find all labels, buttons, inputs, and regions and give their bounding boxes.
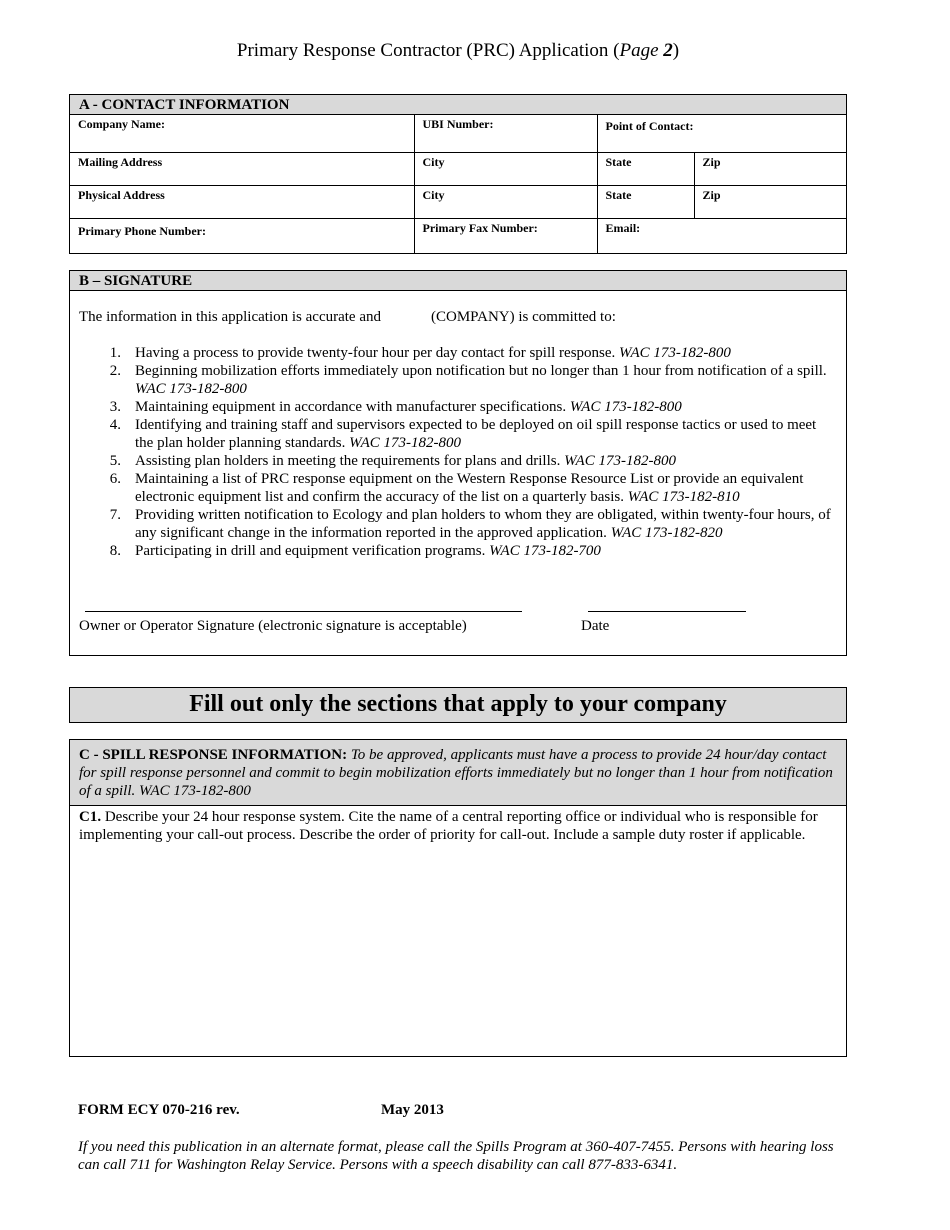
wac-reference: WAC 173-182-800 [135, 381, 247, 397]
commitment-number: 5. [109, 453, 121, 469]
signature-intro: The information in this application is accurate and (COMPANY) is committed to: [79, 309, 616, 325]
mailing-city-field[interactable]: City [414, 152, 597, 185]
commitment-number: 8. [109, 543, 121, 559]
contact-table [70, 115, 846, 254]
page-title: Primary Response Contractor (PRC) Application (Page 2) [236, 40, 680, 61]
primary-fax-field[interactable]: Primary Fax Number: [414, 218, 597, 254]
commitment-text: Providing written notification to Ecology and plan holders to whom they are obligated, within twenty-four hours, of any significant change in the information reported in the approved application. WAC 173-182-820 [135, 507, 831, 541]
commitment-item [70, 398, 846, 416]
email-field[interactable]: Email: [597, 218, 846, 254]
mailing-state-field[interactable]: State [597, 152, 694, 185]
commitment-text: Assisting plan holders in meeting the requirements for plans and drills. WAC 173-182-800 [135, 453, 676, 469]
physical-city-field[interactable]: City [414, 185, 597, 218]
signature-line[interactable] [85, 611, 522, 612]
company-name-field[interactable]: Company Name: [70, 115, 414, 152]
commitment-number: 7. [109, 507, 121, 523]
wac-reference: WAC 173-182-800 [564, 453, 676, 469]
wac-reference: WAC 173-182-800 [569, 399, 682, 415]
commitment-item [70, 362, 846, 398]
signature-section [69, 270, 847, 656]
commitment-number: 4. [109, 417, 121, 433]
commitment-number: 1. [109, 345, 121, 361]
section-a-heading: A - CONTACT INFORMATION [70, 95, 846, 115]
ubi-number-field[interactable]: UBI Number: [414, 115, 597, 152]
accessibility-note: If you need this publication in an alternate format, please call the Spills Program at 360-407-7455. Persons with hearing loss can call 711 for Washington Relay Service. Persons with a speech disability can call 877-833-6341. [78, 1139, 834, 1173]
commitment-item [70, 452, 846, 470]
signature-label: Owner or Operator Signature (electronic signature is acceptable) [79, 618, 467, 634]
commitment-text: Participating in drill and equipment verification programs. WAC 173-182-700 [135, 543, 601, 559]
commitment-text: Maintaining equipment in accordance with manufacturer specifications. WAC 173-182-800 [135, 399, 682, 415]
commitment-number: 3. [109, 399, 121, 415]
spill-response-section [69, 739, 847, 1057]
c1-question[interactable]: C1. Describe your 24 hour response system. Cite the name of a central reporting office or individual who is responsible for implementing your call-out process. Describe the order of priority for call-out. Include a sample duty roster if applicable. [79, 809, 818, 843]
physical-address-field[interactable]: Physical Address [70, 185, 414, 218]
wac-reference: WAC 173-182-810 [627, 489, 740, 505]
physical-state-field[interactable]: State [597, 185, 694, 218]
commitment-list [70, 344, 846, 560]
commitment-text: Identifying and training staff and supervisors expected to be deployed on oil spill response tactics or used to meet the plan holder planning standards. WAC 173-182-800 [135, 417, 817, 451]
commitment-number: 2. [109, 363, 121, 379]
date-line[interactable] [588, 611, 746, 612]
instructions-banner: Fill out only the sections that apply to your company [69, 687, 847, 723]
commitment-item [70, 344, 846, 362]
wac-reference: WAC 173-182-800 [619, 345, 731, 361]
wac-reference: WAC 173-182-700 [489, 543, 601, 559]
commitment-item [70, 470, 846, 506]
wac-reference: WAC 173-182-800 [349, 435, 461, 451]
commitment-item [70, 506, 846, 542]
form-date: May 2013 [381, 1102, 444, 1118]
form-number: FORM ECY 070-216 rev. [78, 1102, 240, 1118]
commitment-text: Having a process to provide twenty-four hour per day contact for spill response. WAC 173-182-800 [135, 345, 731, 361]
mailing-address-field[interactable]: Mailing Address [70, 152, 414, 185]
section-c-heading: C - SPILL RESPONSE INFORMATION: To be approved, applicants must have a process to provide 24 hour/day contact for spill response personnel and commit to begin mobilization efforts immediately but no longer than 1 hour from notification of a spill. WAC 173-182-800 [70, 740, 846, 806]
contact-information-section [69, 94, 847, 254]
commitment-text: Beginning mobilization efforts immediately upon notification but no longer than 1 hour from notification of a spill. WAC 173-182-800 [135, 363, 827, 397]
section-b-heading: B – SIGNATURE [70, 271, 846, 291]
primary-phone-field[interactable]: Primary Phone Number: [70, 218, 414, 254]
commitment-text: Maintaining a list of PRC response equipment on the Western Response Resource List or provide an equivalent electronic equipment list and confirm the accuracy of the list on a quarterly basis. WAC 173-182-810 [135, 471, 804, 505]
commitment-item [70, 542, 846, 560]
commitment-number: 6. [109, 471, 121, 487]
point-of-contact-field[interactable]: Point of Contact: [597, 115, 846, 152]
commitment-item [70, 416, 846, 452]
date-label: Date [581, 618, 610, 634]
wac-reference: WAC 173-182-820 [610, 525, 723, 541]
physical-zip-field[interactable]: Zip [694, 185, 846, 218]
mailing-zip-field[interactable]: Zip [694, 152, 846, 185]
